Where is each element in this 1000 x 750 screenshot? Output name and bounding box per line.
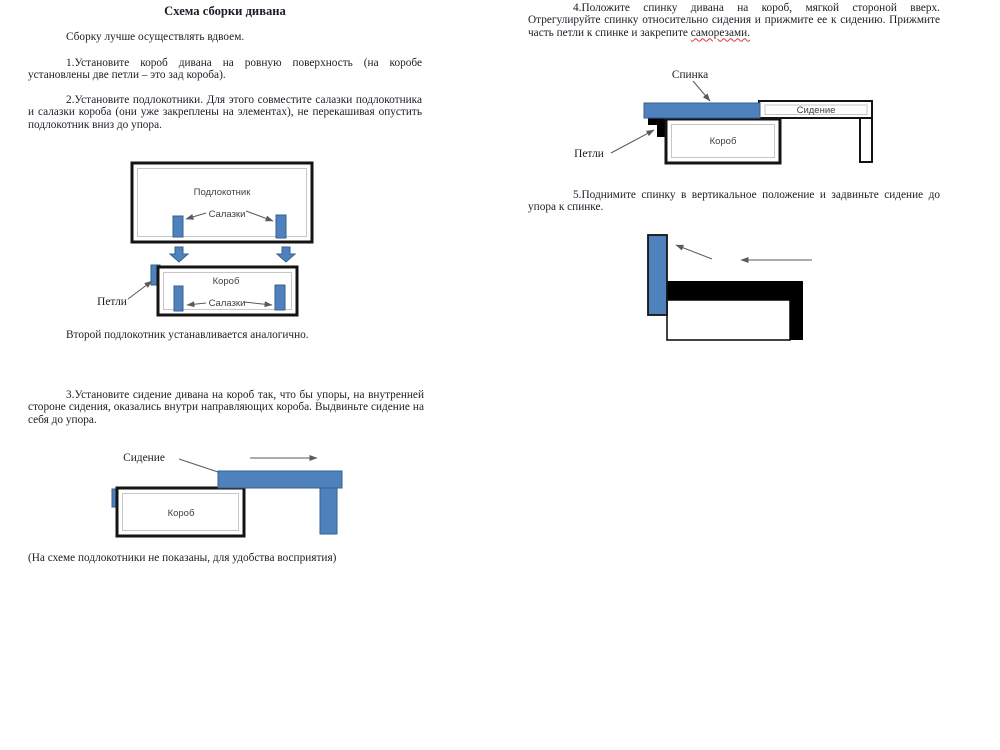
box-label: Короб xyxy=(709,136,737,147)
slide-left-top xyxy=(173,216,183,237)
back-pointer xyxy=(693,81,710,101)
raise-back-arrow xyxy=(676,245,712,259)
slides-label-top: Салазки xyxy=(208,209,246,220)
down-arrow-icon xyxy=(170,247,188,262)
step-5-text: 5.Поднимите спинку в вертикальное положение и задвиньте сидение до упора к спинке. xyxy=(528,189,940,214)
box-label: Короб xyxy=(212,276,240,287)
down-arrow-icon xyxy=(277,247,295,262)
seat-label: Сидение xyxy=(123,452,165,464)
diagram-back-assembly xyxy=(565,60,885,170)
seat-top-shape xyxy=(667,281,803,300)
back-panel xyxy=(644,103,760,118)
seat-label: Сидение xyxy=(796,105,836,116)
footnote-text: (На схеме подлокотники не показаны, для удобства восприятия) xyxy=(28,552,337,564)
slide-right-bottom xyxy=(275,285,285,310)
step-1-text: 1.Установите короб дивана на ровную поверхность (на коробе установлены две петли – это зад короба). xyxy=(28,57,422,82)
step-3-text: 3.Установите сидение дивана на короб так, что бы упоры, на внутренней стороне сидения, оказались внутри направляющих короба. Выдвиньте сидение на себя до упора. xyxy=(28,389,424,426)
step-4-main: 4.Положите спинку дивана на короб, мягкой стороной вверх. Отрегулируйте спинку относительно сидения и прижмите ее к сидению. Прижмите часть петли к спинке и закрепите xyxy=(528,2,940,39)
hinges-pointer xyxy=(611,130,654,153)
step-2-text: 2.Установите подлокотники. Для этого совместите салазки подлокотника и салазки короба (они уже закреплены на элементах), не перекашивая опустить подлокотник вниз до упора. xyxy=(28,94,422,131)
slide-right-top xyxy=(276,215,286,238)
diagram-final-position xyxy=(630,225,850,350)
step-4-text xyxy=(528,2,940,39)
armrest-label: Подлокотник xyxy=(193,187,251,198)
hinges-label: Петли xyxy=(97,296,127,308)
box-label: Короб xyxy=(167,508,195,519)
back-label: Спинка xyxy=(671,69,709,81)
seat-leg xyxy=(320,488,337,534)
seat-leg xyxy=(860,118,872,162)
page-title: Схема сборки дивана xyxy=(164,4,286,18)
back-vertical-shape xyxy=(648,235,667,315)
slide-left-bottom xyxy=(174,286,183,311)
seat-side-shape xyxy=(790,281,803,340)
intro-text: Сборку лучше осуществлять вдвоем. xyxy=(66,31,245,43)
hinges-label: Петли xyxy=(574,148,604,160)
step-4-misspelled-word: саморезами. xyxy=(690,26,750,39)
hinges-pointer xyxy=(128,281,152,299)
box-shape xyxy=(667,300,790,340)
diagram-seat-assembly xyxy=(95,445,355,550)
armrest-note-text: Второй подлокотник устанавливается аналогично. xyxy=(66,329,309,341)
seat-panel xyxy=(218,471,342,488)
seat-pointer-line xyxy=(179,459,218,472)
slides-label-bottom: Салазки xyxy=(208,298,246,309)
